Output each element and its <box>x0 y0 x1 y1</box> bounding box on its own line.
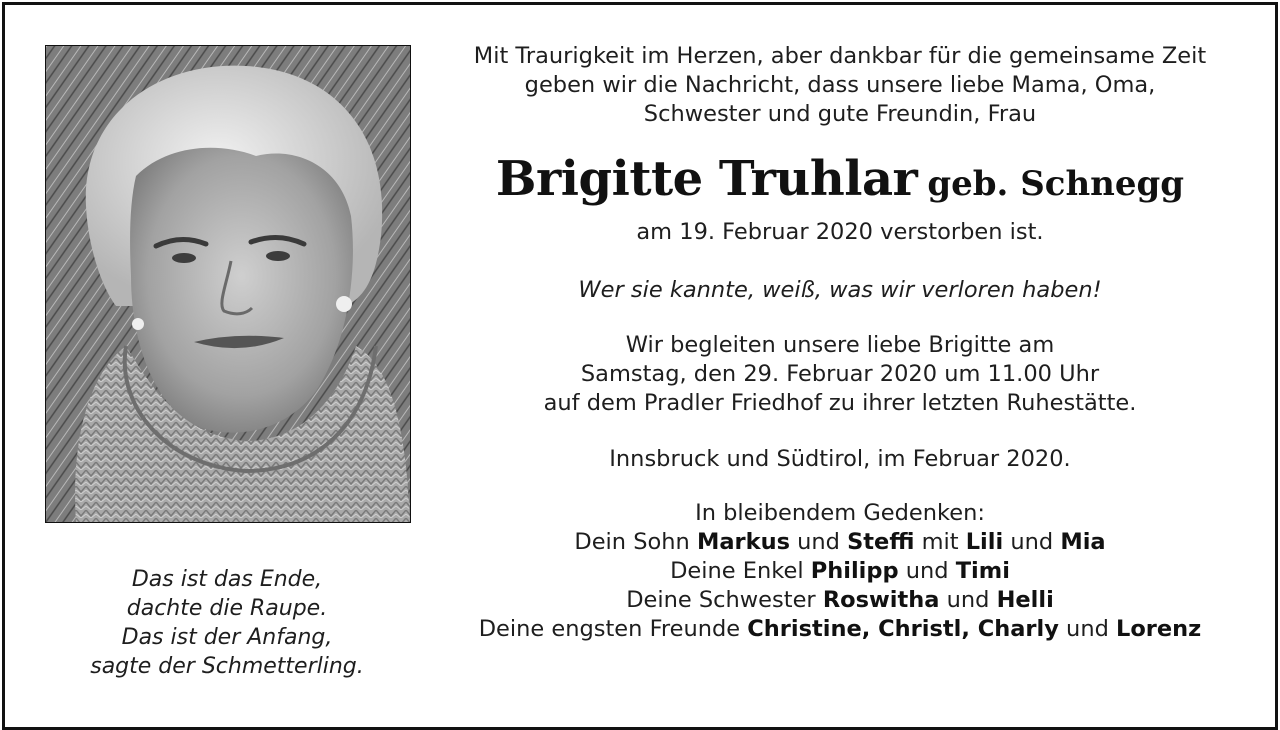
death-date: am 19. Februar 2020 verstorben ist. <box>636 219 1044 245</box>
mourner-name: Lili <box>965 529 1004 555</box>
notice-text <box>440 42 1240 644</box>
mourner-text: Deine Schwester <box>626 587 823 613</box>
mourners-list <box>440 528 1240 644</box>
intro-line: Schwester und gute Freundin, Frau <box>643 101 1037 127</box>
mourner-text: und <box>1003 529 1061 555</box>
funeral-info <box>440 331 1240 418</box>
mourner-line <box>440 586 1240 615</box>
mourner-name: Helli <box>996 587 1054 613</box>
deceased-name <box>440 147 1240 217</box>
mourner-text: und <box>1058 616 1117 642</box>
portrait-photo <box>45 45 411 523</box>
intro-text <box>440 42 1240 129</box>
mourner-name: Philipp <box>810 558 899 584</box>
mourner-name: Timi <box>955 558 1010 584</box>
poem <box>45 565 409 681</box>
birth-name: geb. Schnegg <box>927 164 1185 204</box>
place-date: Innsbruck und Südtirol, im Februar 2020. <box>609 446 1071 472</box>
mourner-text: und <box>939 587 997 613</box>
funeral-line: auf dem Pradler Friedhof zu ihrer letzten Ruhestätte. <box>543 390 1137 416</box>
mourner-text: Dein Sohn <box>574 529 697 555</box>
intro-line: geben wir die Nachricht, dass unsere liebe Mama, Oma, <box>524 72 1156 98</box>
full-name: Brigitte Truhlar <box>495 151 918 207</box>
mourner-text: und <box>898 558 956 584</box>
poem-line: sagte der Schmetterling. <box>90 654 364 679</box>
mourner-text: mit <box>914 529 966 555</box>
mourner-name: Markus <box>696 529 790 555</box>
mourner-text: und <box>789 529 848 555</box>
mourner-name: Steffi <box>847 529 915 555</box>
mourner-line <box>440 528 1240 557</box>
funeral-line: Samstag, den 29. Februar 2020 um 11.00 Uhr <box>580 361 1100 387</box>
poem-line: dachte die Raupe. <box>126 596 328 621</box>
poem-line: Das ist der Anfang, <box>121 625 333 650</box>
mourner-name: Lorenz <box>1116 616 1202 642</box>
mourner-text: Deine Enkel <box>670 558 811 584</box>
quote: Wer sie kannte, weiß, was wir verloren haben! <box>578 277 1102 303</box>
poem-line: Das ist das Ende, <box>131 567 323 592</box>
mourner-line <box>440 615 1240 644</box>
funeral-line: Wir begleiten unsere liebe Brigitte am <box>625 332 1055 358</box>
mourner-name: Christine, Christl, Charly <box>747 616 1059 642</box>
mourners <box>440 498 1240 644</box>
mourner-text: Deine engsten Freunde <box>478 616 748 642</box>
mourner-line <box>440 557 1240 586</box>
mourner-name: Roswitha <box>822 587 940 613</box>
mourners-heading: In bleibendem Gedenken: <box>695 500 985 526</box>
intro-line: Mit Traurigkeit im Herzen, aber dankbar für die gemeinsame Zeit <box>473 43 1207 69</box>
mourner-name: Mia <box>1060 529 1106 555</box>
